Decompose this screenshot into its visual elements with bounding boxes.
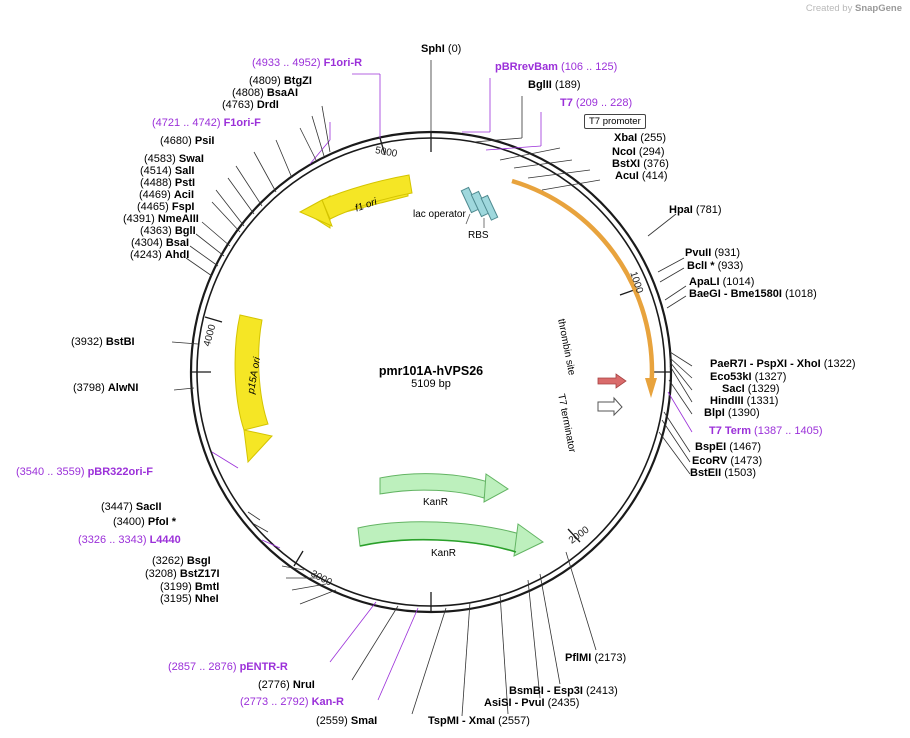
feature-lac-operator [461,187,497,228]
ruler-tick-4000: 4000 [201,323,219,348]
feature-label-kanr-1: KanR [423,497,449,508]
site-name-pentr-r: pENTR-R [239,661,288,673]
leader-lines-bottom [212,452,596,716]
site-name-bsteii: BstEII [690,467,722,479]
feature-label-t7-promoter: T7 promoter [584,114,646,129]
site-pos-ahdi: (4243) [130,249,162,261]
site-name-ahdi: AhdI [164,249,190,261]
site-pos-eco53ki: (1327) [754,371,787,383]
feature-label-t7-terminator: T7 terminator [555,393,578,454]
site-pos-alwni: (3798) [73,382,105,394]
feature-thrombin-site [598,374,626,388]
site-pos-bsteii: (1503) [724,467,757,479]
site-name-sali: SalI [174,165,195,177]
site-name-pflmi: PflMI [565,652,592,664]
site-pos-nhei: (3195) [160,593,192,605]
site-pos-ecorv: (1473) [730,455,763,467]
site-name-baegi: BaeGI - Bme1580I [689,288,782,300]
site-name-eco53ki: Eco53kI [710,371,752,383]
site-name-tspmi: TspMI - XmaI [428,715,496,727]
site-pos-psii: (4680) [160,135,192,147]
site-pos-acii: (4469) [139,189,171,201]
site-name-hpai: HpaI [669,204,693,216]
site-pos-sali: (4514) [140,165,172,177]
site-pos-t7: (209 .. 228) [575,97,633,109]
site-pos-f1ori-r: (4933 .. 4952) [252,57,321,69]
site-name-blpi: BlpI [704,407,725,419]
feature-t7-terminator [598,398,622,415]
credit-prefix: Created by [805,3,855,14]
ruler-tick-5000: 5000 [374,145,399,160]
site-pos-sacii: (3447) [101,501,133,513]
site-pos-fspi: (4465) [137,201,169,213]
site-pos-btgzi: (4809) [249,75,281,87]
site-pos-bmti: (3199) [160,581,192,593]
site-pos-nmeaiii: (4391) [123,213,155,225]
site-name-alwni: AlwNI [107,382,139,394]
site-name-drdi: DrdI [256,99,279,111]
site-name-bcli: BclI * [687,260,715,272]
site-pos-swai: (4583) [144,153,176,165]
site-pos-asisi: (2435) [547,697,580,709]
site-pos-bglii: (189) [554,79,581,91]
site-name-kan-r: Kan-R [311,696,344,708]
site-pos-pvuii: (931) [714,247,741,259]
site-pos-apali: (1014) [722,276,755,288]
site-name-paer7i: PaeR7I - PspXI - XhoI [710,358,821,370]
site-name-apali: ApaLI [689,276,720,288]
site-pos-psti: (4488) [140,177,172,189]
feature-f1-ori [300,175,412,228]
site-name-fspi: FspI [171,201,195,213]
site-pos-ncoi: (294) [638,146,665,158]
site-pos-f1ori-f: (4721 .. 4742) [152,117,221,129]
site-pos-bstxi: (376) [643,158,669,170]
site-pos-blpi: (1390) [727,407,760,419]
site-pos-bstz17i: (3208) [145,568,177,580]
site-pos-xbai: (255) [640,132,666,144]
site-name-hindiii: HindIII [710,395,744,407]
feature-label-rbs: RBS [468,230,489,241]
site-pos-bsaai: (4808) [232,87,264,99]
site-name-xbai: XbaI [614,132,638,144]
site-pos-hpai: (781) [695,204,722,216]
site-name-swai: SwaI [178,153,204,165]
site-name-pfoi: PfoI * [147,516,176,528]
site-name-ecorv: EcoRV [692,455,728,467]
site-pos-drdi: (4763) [222,99,254,111]
site-pos-bsai: (4304) [131,237,163,249]
site-pos-pbrrevbam: (106 .. 125) [561,61,618,73]
site-name-bgli: BglI [174,225,196,237]
site-name-bstbi: BstBI [105,336,135,348]
site-pos-pbr322ori-f: (3540 .. 3559) [16,466,85,478]
site-name-smai: SmaI [350,715,378,727]
feature-label-lac-operator: lac operator [413,209,466,220]
site-name-nrui: NruI [292,679,315,691]
site-name-t7: T7 [560,97,573,109]
ruler-tick-1000: 1000 [627,270,645,295]
site-name-bsaai: BsaAI [266,87,299,99]
site-name-bsgi: BsgI [186,555,211,567]
site-pos-bsgi: (3262) [152,555,184,567]
site-name-nmeaiii: NmeAIII [157,213,199,225]
site-name-pbr322ori-f: pBR322ori-F [87,466,153,478]
site-pos-pfoi: (3400) [113,516,145,528]
site-name-psii: PsiI [194,135,215,147]
feature-label-thrombin-site: thrombin site [555,318,577,377]
site-name-t7-term: T7 Term [709,425,751,437]
site-pos-pentr-r: (2857 .. 2876) [168,661,237,673]
site-pos-bstbi: (3932) [71,336,103,348]
site-name-l4440: L4440 [149,534,181,546]
site-pos-pflmi: (2173) [594,652,627,664]
site-pos-tspmi: (2557) [498,715,530,727]
site-pos-bspei: (1467) [729,441,762,453]
site-name-asisi: AsiSI - PvuI [484,697,545,709]
ruler-tick-2000: 2000 [566,524,592,547]
site-pos-bsmbi: (2413) [586,685,618,697]
site-pos-saci: (1329) [747,383,780,395]
site-pos-smai: (2559) [316,715,348,727]
feature-label-f1-ori: f1 ori [353,196,379,215]
credit-brand: SnapGene [855,3,902,14]
site-name-saci: SacI [722,383,745,395]
plasmid-name: pmr101A-hVPS26 [378,364,484,378]
site-name-f1ori-r: F1ori-R [323,57,363,69]
site-name-pbrrevbam: pBRrevBam [495,61,558,73]
site-name-ncoi: NcoI [612,146,636,158]
site-pos-baegi: (1018) [785,288,817,300]
site-pos-acui: (414) [641,170,668,182]
site-name-acii: AciI [173,189,195,201]
site-name-sacii: SacII [135,501,162,513]
site-pos-nrui: (2776) [258,679,290,691]
site-name-psti: PstI [174,177,196,189]
site-pos-kan-r: (2773 .. 2792) [240,696,309,708]
site-pos-bcli: (933) [717,260,744,272]
site-name-nhei: NheI [194,593,219,605]
site-name-acui: AcuI [615,170,639,182]
site-name-btgzi: BtgZI [283,75,312,87]
site-name-f1ori-f: F1ori-F [223,117,261,129]
site-pos-hindiii: (1331) [746,395,779,407]
ruler-tick-3000: 3000 [308,568,334,589]
site-pos-sphi: (0) [447,43,462,55]
site-pos-t7-term: (1387 .. 1405) [754,425,823,437]
site-name-bmti: BmtI [194,581,220,593]
site-name-bstxi: BstXI [612,158,641,170]
feature-label-p15a-ori: p15A ori [245,356,264,395]
site-pos-l4440: (3326 .. 3343) [78,534,147,546]
site-name-bstz17i: BstZ17I [179,568,220,580]
plasmid-size: 5109 bp [411,378,451,390]
site-name-bspei: BspEI [695,441,727,453]
site-name-bglii: BglII [528,79,552,91]
site-pos-paer7i: (1322) [823,358,856,370]
site-name-bsai: BsaI [165,237,190,249]
feature-label-kanr-2: KanR [431,548,457,559]
site-pos-bgli: (4363) [140,225,172,237]
site-name-bsmbi: BsmBI - Esp3I [509,685,583,697]
site-name-pvuii: PvuII [685,247,712,259]
site-name-sphi: SphI [421,43,445,55]
